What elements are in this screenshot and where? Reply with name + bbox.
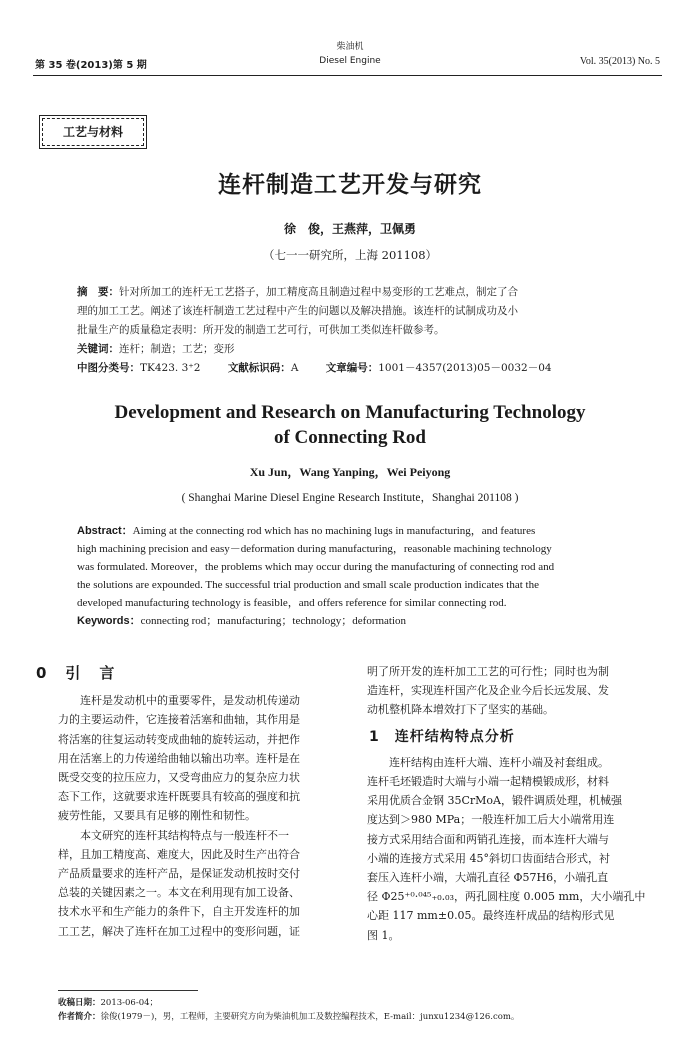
body-line: 度达到＞980 MPa；一般连杆加工后大小端常用连 [367, 813, 615, 827]
body-line: 本文研究的连杆其结构特点与一般连杆不一 [58, 828, 289, 842]
body-line: 套压入连杆小端，大端孔直径 Φ57H6，小端孔直 [367, 871, 609, 885]
abstract-en-line: Abstract：Aiming at the connecting rod which has no machining lugs in manufacturing，and features [77, 525, 536, 537]
body-line: 接方式采用结合面和两销孔连接，而本连杆大端与 [367, 832, 609, 846]
body-line: 用在活塞上的力传递给曲轴以输出功率。连杆是在 [58, 751, 300, 765]
body-line: 将活塞的往复运动转变成曲轴的旋转运动，并把作 [58, 732, 300, 746]
header-rule [33, 75, 662, 76]
section-heading-intro: 0 引 言 [36, 664, 117, 682]
body-line: 既受交变的拉压应力，又受弯曲应力的复杂应力状 [58, 771, 300, 785]
body-line: 采用优质合金钢 35CrMoA，锻件调质处理，机械强 [367, 794, 622, 808]
body-line: 连杆毛坯锻造时大端与小端一起精模锻成形，材料 [367, 775, 609, 789]
received-date: 收稿日期：2013-06-04； [58, 998, 159, 1008]
body-line: 态下工作，这就要求连杆既要具有较高的强度和抗 [58, 790, 300, 804]
article-number: 1001－4357(2013)05－0032－04 [378, 362, 552, 374]
footnote [58, 996, 519, 1024]
title-en: Development and Research on Manufacturing Technology of Connecting Rod [114, 402, 586, 448]
author-bio: 作者简介：徐俊(1979－)，男，工程师，主要研究方向为柴油机加工及数控编程技术，E-mail：junxu1234@126.com。 [58, 1012, 520, 1022]
body-column-right [367, 662, 655, 945]
abstract-en-label: Abstract [77, 525, 122, 537]
body-line: 连杆是发动机中的重要零件，是发动机传递动 [58, 694, 300, 708]
body-line: 产品质量要求的连杆产品，是保证发动机按时交付 [58, 867, 300, 881]
header-volume: 第 35 卷(2013)第 5 期 [35, 60, 147, 71]
header-volume-en: Vol. 35(2013) No. 5 [579, 56, 660, 67]
body-line: 技术水平和生产能力的条件下，自主开发连杆的加 [58, 905, 300, 919]
clc-number: TK423. 3⁺2 [140, 362, 201, 374]
body-line: 明了所开发的连杆加工工艺的可行性；同时也为制 [367, 665, 609, 678]
body-line: 动机整机降本增效打下了坚实的基础。 [367, 703, 554, 717]
doc-code: A [290, 362, 299, 374]
page-header [0, 0, 700, 80]
body-line: 样，且加工精度高、难度大，因此及时生产出符合 [58, 847, 300, 861]
body-line: 工工艺，解决了连杆在加工过程中的变形问题，证 [58, 924, 300, 938]
abstract-en-line: developed manufacturing technology is feasible，and offers reference for similar connecting rod. [77, 597, 507, 609]
body-line: 径 Φ25⁺⁰·⁰⁴⁵₊₀.₀₃，两孔圆柱度 0.005 mm，大小端孔中 [367, 890, 646, 904]
abstract-en [77, 522, 632, 630]
abstract-cn-label: 摘 要： [77, 286, 119, 298]
abstract-en-line: high machining precision and easy－deformation during manufacturing，reasonable machining technology [77, 543, 552, 555]
body-line: 连杆结构由连杆大端、连杆小端及衬套组成。 [367, 755, 609, 769]
body-line: 小端的连接方式采用 45°斜切口齿面结合形式，衬 [367, 851, 610, 865]
abstract-cn-line: 摘 要：针对所加工的连杆无工艺搭子，加工精度高且制造过程中易变形的工艺难点，制定了合 [77, 286, 518, 298]
abstract-en-line: was formulated. Moreover，the problems which may occur during the manufacturing of connecting rod and [77, 561, 555, 573]
body-line: 疲劳性能，又要具有足够的刚性和韧性。 [58, 809, 256, 823]
affiliation-en: ( Shanghai Marine Diesel Engine Research Institute，Shanghai 201108 ) [181, 492, 519, 504]
keywords-en: Keywords：connecting rod；manufacturing；technology；deformation [77, 615, 407, 627]
abstract-cn-line: 理的加工工艺。阐述了该连杆制造工艺过程中产生的问题以及解决措施。该连杆的试制成功及小 [77, 305, 518, 317]
journal-name-cn: 柴油机 [336, 42, 364, 52]
body-line: 造连杆，实现连杆国产化及企业今后长远发展、发 [367, 684, 609, 698]
classification-row: 中图分类号：TK423. 3⁺2 文献标识码：A 文章编号：1001－4357(2013)05－0032－04 [77, 362, 552, 374]
body-line: 力的主要运动件，它连接着活塞和曲轴，其作用是 [58, 713, 300, 727]
body-column-left [36, 662, 346, 941]
title-cn: 连杆制造工艺开发与研究 [218, 172, 482, 198]
abstract-cn-line: 批量生产的质量稳定表明：所开发的制造工艺可行，可供加工类似连杆做参考。 [77, 324, 445, 336]
section-tag: 工艺与材料 [42, 118, 144, 146]
authors-cn: 徐 俊，王燕萍，卫佩勇 [283, 222, 416, 236]
section-heading-structure: 1 连杆结构特点分析 [369, 728, 515, 745]
body-line: 图 1。 [367, 928, 400, 942]
abstract-en-line: the solutions are expounded. The successful trial production and small scale production indicates that the [77, 579, 539, 591]
affiliation-cn: （七一一研究所，上海 201108） [262, 248, 438, 262]
authors-en: Xu Jun，Wang Yanping，Wei Peiyong [249, 465, 451, 479]
body-line: 心距 117 mm±0.05。最终连杆成品的结构形式见 [367, 909, 615, 923]
keywords-cn: 关键词：连杆；制造；工艺；变形 [77, 343, 235, 355]
abstract-cn [77, 283, 632, 378]
journal-name-en: Diesel Engine [319, 56, 381, 66]
body-line: 总装的关键因素之一。本文在利用现有加工设备、 [58, 886, 300, 900]
footnote-rule [58, 990, 198, 991]
